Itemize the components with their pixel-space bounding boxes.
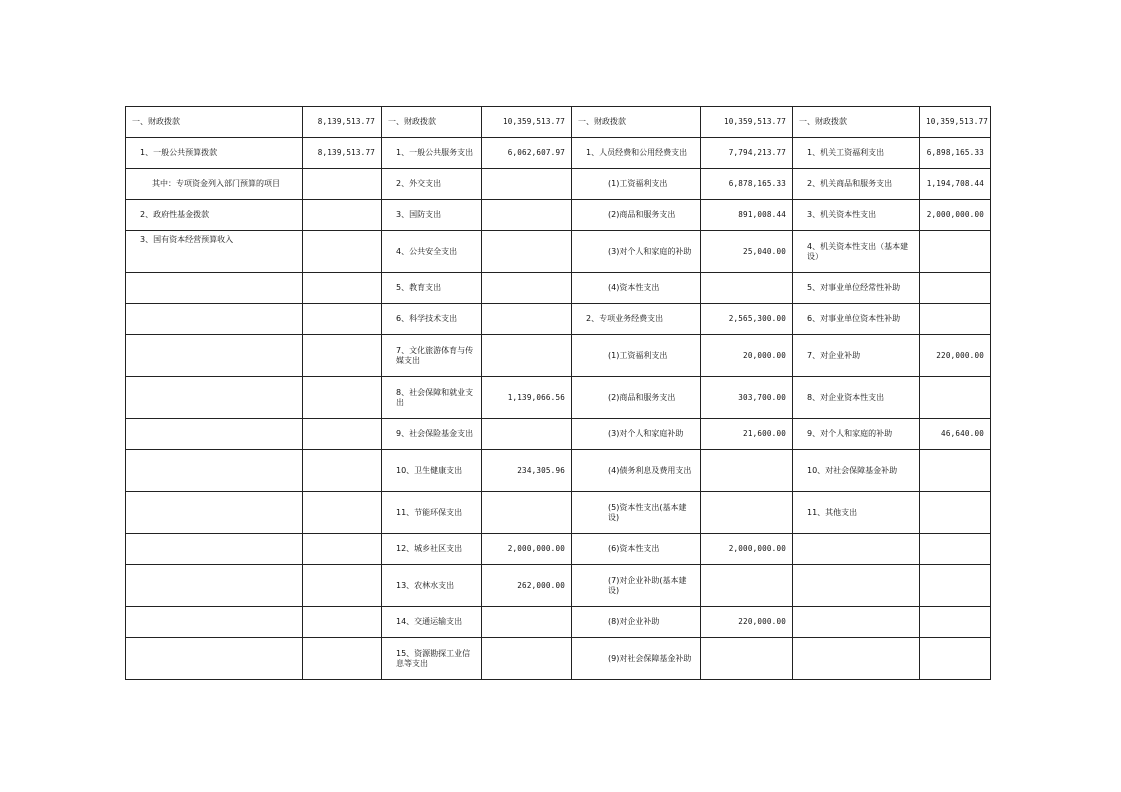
table-cell	[303, 450, 382, 492]
table-cell: (7)对企业补助(基本建设)	[572, 565, 701, 607]
table-cell	[303, 419, 382, 450]
table-cell	[920, 304, 991, 335]
table-cell	[920, 607, 991, 638]
table-cell: 11、其他支出	[793, 492, 920, 534]
table-cell: 9、对个人和家庭的补助	[793, 419, 920, 450]
table-cell	[303, 638, 382, 680]
table-cell: (6)资本性支出	[572, 534, 701, 565]
table-cell	[303, 492, 382, 534]
table-cell: (3)对个人和家庭补助	[572, 419, 701, 450]
table-cell	[793, 607, 920, 638]
table-cell	[303, 200, 382, 231]
table-cell: 8,139,513.77	[303, 138, 382, 169]
table-cell: 2,000,000.00	[920, 200, 991, 231]
table-cell	[126, 534, 303, 565]
table-cell	[303, 273, 382, 304]
table-cell	[920, 492, 991, 534]
table-cell: 6、对事业单位资本性补助	[793, 304, 920, 335]
table-cell	[126, 450, 303, 492]
table-cell: 15、资源勘探工业信息等支出	[382, 638, 482, 680]
table-cell: 1、一般公共服务支出	[382, 138, 482, 169]
table-cell: 25,040.00	[701, 231, 793, 273]
table-cell	[303, 565, 382, 607]
table-cell: 11、节能环保支出	[382, 492, 482, 534]
table-cell: 21,600.00	[701, 419, 793, 450]
table-cell: 2、专项业务经费支出	[572, 304, 701, 335]
table-cell: 2,000,000.00	[701, 534, 793, 565]
table-cell	[793, 534, 920, 565]
table-cell: 10,359,513.77	[920, 107, 991, 138]
table-cell	[482, 169, 572, 200]
table-cell: 9、社会保险基金支出	[382, 419, 482, 450]
table-cell: 8、社会保障和就业支出	[382, 377, 482, 419]
table-row	[126, 492, 991, 534]
table-cell	[482, 231, 572, 273]
table-cell: 2、政府性基金拨款	[126, 200, 303, 231]
table-cell: 303,700.00	[701, 377, 793, 419]
table-cell: 4、机关资本性支出（基本建设）	[793, 231, 920, 273]
table-cell: (5)资本性支出(基本建设)	[572, 492, 701, 534]
table-cell: 6、科学技术支出	[382, 304, 482, 335]
table-cell	[126, 377, 303, 419]
table-cell: 一、财政拨款	[126, 107, 303, 138]
table-cell: 1、一般公共预算拨款	[126, 138, 303, 169]
table-cell: 7、对企业补助	[793, 335, 920, 377]
table-cell	[701, 273, 793, 304]
table-cell: 1,139,066.56	[482, 377, 572, 419]
table-cell: 3、国防支出	[382, 200, 482, 231]
table-row	[126, 138, 991, 169]
table-cell	[482, 273, 572, 304]
table-cell: 2,565,300.00	[701, 304, 793, 335]
table-cell: 3、机关资本性支出	[793, 200, 920, 231]
table-cell	[482, 607, 572, 638]
table-cell: (4)资本性支出	[572, 273, 701, 304]
table-cell	[303, 377, 382, 419]
table-row	[126, 169, 991, 200]
table-cell: 220,000.00	[920, 335, 991, 377]
table-cell	[701, 638, 793, 680]
table-cell	[126, 607, 303, 638]
table-cell	[303, 304, 382, 335]
table-cell: 8,139,513.77	[303, 107, 382, 138]
table-cell	[482, 492, 572, 534]
table-cell: (1)工资福利支出	[572, 169, 701, 200]
table-cell: 6,898,165.33	[920, 138, 991, 169]
table-cell	[126, 638, 303, 680]
table-cell	[920, 450, 991, 492]
table-cell	[920, 565, 991, 607]
table-cell: 3、国有资本经营预算收入	[126, 231, 303, 273]
table-cell: 262,000.00	[482, 565, 572, 607]
table-cell	[303, 169, 382, 200]
table-cell: 8、对企业资本性支出	[793, 377, 920, 419]
table-cell: 234,305.96	[482, 450, 572, 492]
table-cell	[482, 419, 572, 450]
table-cell: 一、财政拨款	[793, 107, 920, 138]
table-cell: 6,062,607.97	[482, 138, 572, 169]
table-cell	[482, 304, 572, 335]
table-cell: (1)工资福利支出	[572, 335, 701, 377]
table-cell: 46,640.00	[920, 419, 991, 450]
table-cell	[482, 638, 572, 680]
table-row	[126, 304, 991, 335]
table-cell: 2、机关商品和服务支出	[793, 169, 920, 200]
table-cell: 10、对社会保障基金补助	[793, 450, 920, 492]
table-cell	[303, 607, 382, 638]
table-cell: (9)对社会保障基金补助	[572, 638, 701, 680]
table-cell: 10、卫生健康支出	[382, 450, 482, 492]
table-cell: 一、财政拨款	[382, 107, 482, 138]
table-cell: (4)债务利息及费用支出	[572, 450, 701, 492]
table-cell	[126, 419, 303, 450]
table-cell: 7,794,213.77	[701, 138, 793, 169]
table-cell: 6,878,165.33	[701, 169, 793, 200]
table-cell: (8)对企业补助	[572, 607, 701, 638]
table-cell	[303, 534, 382, 565]
table-cell: 10,359,513.77	[482, 107, 572, 138]
table-cell	[482, 335, 572, 377]
table-row	[126, 419, 991, 450]
table-cell	[126, 335, 303, 377]
table-row	[126, 377, 991, 419]
table-cell	[701, 450, 793, 492]
budget-table	[125, 106, 991, 680]
table-row	[126, 450, 991, 492]
table-cell: 1、人员经费和公用经费支出	[572, 138, 701, 169]
table-cell	[793, 638, 920, 680]
table-cell	[126, 304, 303, 335]
table-cell: 4、公共安全支出	[382, 231, 482, 273]
table-row	[126, 335, 991, 377]
table-cell: 891,008.44	[701, 200, 793, 231]
table-cell	[701, 492, 793, 534]
table-cell: 1,194,708.44	[920, 169, 991, 200]
table-cell: 14、交通运输支出	[382, 607, 482, 638]
table-cell: 一、财政拨款	[572, 107, 701, 138]
table-cell	[701, 565, 793, 607]
table-cell	[126, 492, 303, 534]
table-cell: 10,359,513.77	[701, 107, 793, 138]
table-cell: (2)商品和服务支出	[572, 200, 701, 231]
table-row	[126, 107, 991, 138]
table-cell	[920, 638, 991, 680]
table-cell	[920, 377, 991, 419]
table-cell	[126, 273, 303, 304]
table-cell: 1、机关工资福利支出	[793, 138, 920, 169]
table-cell: (2)商品和服务支出	[572, 377, 701, 419]
table-row	[126, 231, 991, 273]
table-cell	[920, 273, 991, 304]
table-cell	[920, 534, 991, 565]
table-cell: 2、外交支出	[382, 169, 482, 200]
table-cell	[303, 335, 382, 377]
table-cell	[303, 231, 382, 273]
table-cell: 20,000.00	[701, 335, 793, 377]
table-row	[126, 200, 991, 231]
table-cell: 5、对事业单位经常性补助	[793, 273, 920, 304]
table-row	[126, 607, 991, 638]
table-row	[126, 565, 991, 607]
table-cell: (3)对个人和家庭的补助	[572, 231, 701, 273]
table-row	[126, 273, 991, 304]
table-cell: 2,000,000.00	[482, 534, 572, 565]
table-cell: 其中：专项资金列入部门预算的项目	[126, 169, 303, 200]
table-row	[126, 534, 991, 565]
table-cell: 7、文化旅游体育与传媒支出	[382, 335, 482, 377]
table-cell	[126, 565, 303, 607]
table-cell	[920, 231, 991, 273]
table-cell: 13、农林水支出	[382, 565, 482, 607]
table-cell: 5、教育支出	[382, 273, 482, 304]
table-cell	[793, 565, 920, 607]
table-cell	[482, 200, 572, 231]
table-row	[126, 638, 991, 680]
table-cell: 220,000.00	[701, 607, 793, 638]
table-cell: 12、城乡社区支出	[382, 534, 482, 565]
